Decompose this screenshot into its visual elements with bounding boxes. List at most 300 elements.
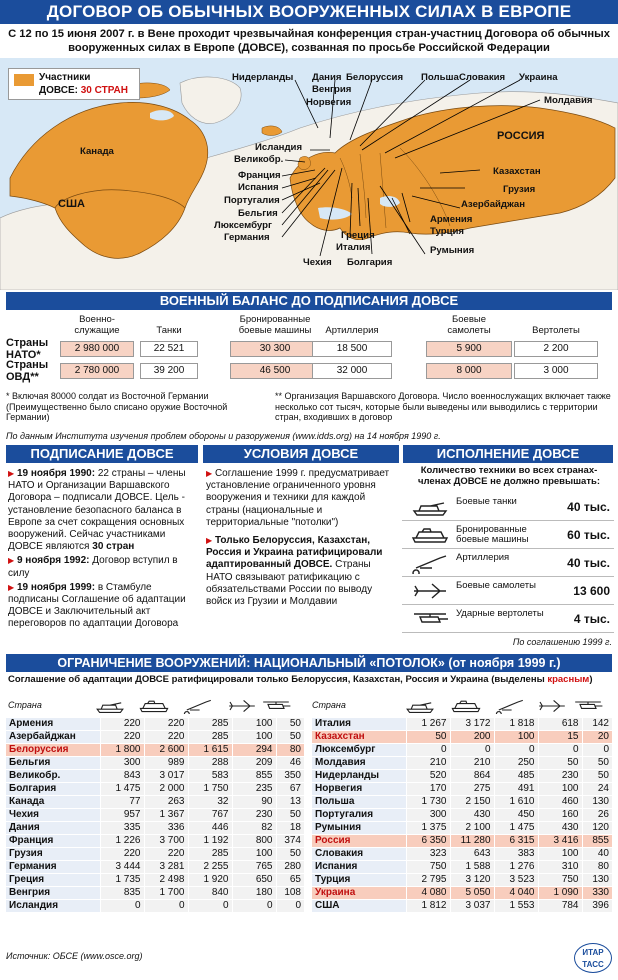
map-label-belgium: Бельгия bbox=[238, 208, 278, 219]
value-cell: 24 bbox=[582, 783, 612, 796]
legend-count: 30 СТРАН bbox=[80, 85, 128, 96]
map-label-georgia: Грузия bbox=[503, 184, 536, 195]
table-row bbox=[6, 874, 304, 887]
value-cell: 50 bbox=[276, 718, 304, 731]
value-cell: 50 bbox=[582, 770, 612, 783]
map-label-iceland: Исландия bbox=[255, 142, 303, 153]
value-cell: 3 444 bbox=[100, 861, 144, 874]
value-cell: 0 bbox=[582, 744, 612, 757]
map-label-poland: Польша bbox=[421, 72, 459, 83]
country-cell: Казахстан bbox=[312, 731, 406, 744]
value-cell: 957 bbox=[100, 809, 144, 822]
value-cell: 263 bbox=[144, 796, 188, 809]
value-cell: 1 730 bbox=[406, 796, 450, 809]
value-cell: 1 367 bbox=[144, 809, 188, 822]
value-cell: 0 bbox=[276, 900, 304, 913]
logo-line2: ТАСС bbox=[582, 960, 604, 969]
table-row bbox=[6, 822, 304, 835]
country-cell: Румыния bbox=[312, 822, 406, 835]
value-cell: 13 bbox=[276, 796, 304, 809]
value-cell: 160 bbox=[538, 809, 582, 822]
country-cell: Германия bbox=[6, 861, 100, 874]
helicopter-icon bbox=[410, 608, 450, 630]
value-cell: 864 bbox=[450, 770, 494, 783]
balance-header: ВОЕННЫЙ БАЛАНС ДО ПОДПИСАНИЯ ДОВСЕ bbox=[6, 292, 612, 310]
map-legend bbox=[8, 68, 140, 100]
table-row bbox=[312, 861, 612, 874]
table-row bbox=[6, 796, 304, 809]
value-cell: 6 315 bbox=[494, 835, 538, 848]
balance-cell: 8 000 bbox=[426, 363, 512, 379]
balance-cell: 18 500 bbox=[312, 341, 392, 357]
signing-p3-text: в Стамбуле подписаны Соглашение об адаптации ДОВСЕ и Заключительный акт переговоров по адаптации Договора bbox=[8, 581, 186, 630]
balance-col-2: Бронированные боевые машины bbox=[238, 314, 312, 336]
value-cell: 1 615 bbox=[188, 744, 232, 757]
table-row bbox=[312, 822, 612, 835]
execution-item-name: Боевые самолеты bbox=[456, 580, 536, 591]
value-cell: 4 040 bbox=[494, 887, 538, 900]
value-cell: 1 588 bbox=[450, 861, 494, 874]
page-title: ДОГОВОР ОБ ОБЫЧНЫХ ВООРУЖЕННЫХ СИЛАХ В ЕВРОПЕ bbox=[0, 0, 618, 24]
execution-item bbox=[402, 578, 614, 605]
signing-p1-text: 22 страны – члены НАТО и Организации Варшавского Договора – подписали ДОВСЕ. Цель - установление безопасного баланса в Европе за счет сокращения основных вооружений. Сейчас участниками ДОВСЕ являются bbox=[8, 468, 186, 553]
value-cell: 767 bbox=[188, 809, 232, 822]
value-cell: 285 bbox=[188, 848, 232, 861]
country-cell: Белоруссия bbox=[6, 744, 100, 757]
value-cell: 285 bbox=[188, 731, 232, 744]
country-cell: Словакия bbox=[312, 848, 406, 861]
table-row bbox=[312, 848, 612, 861]
value-cell: 50 bbox=[276, 809, 304, 822]
map-label-spain: Испания bbox=[238, 182, 279, 193]
legend-swatch bbox=[14, 74, 34, 86]
balance-row-label-0 bbox=[6, 337, 48, 361]
table-row bbox=[312, 900, 612, 913]
value-cell: 2 000 bbox=[144, 783, 188, 796]
country-cell: Молдавия bbox=[312, 757, 406, 770]
value-cell: 750 bbox=[406, 861, 450, 874]
value-cell: 2 255 bbox=[188, 861, 232, 874]
apc-icon bbox=[410, 524, 450, 546]
table-row bbox=[6, 731, 304, 744]
conditions-p2-text: Страны НАТО связывают ратификацию с обязательствами России по выводу войск из Грузии и Молдавии bbox=[206, 559, 373, 608]
country-cell: Украина bbox=[312, 887, 406, 900]
balance-cell: 2 980 000 bbox=[60, 341, 134, 357]
table-row bbox=[312, 744, 612, 757]
artillery-icon bbox=[494, 698, 526, 714]
value-cell: 90 bbox=[232, 796, 276, 809]
value-cell: 1 090 bbox=[538, 887, 582, 900]
country-cell: Люксембург bbox=[312, 744, 406, 757]
country-cell: Венгрия bbox=[6, 887, 100, 900]
limits-table-right bbox=[312, 718, 612, 913]
value-cell: 1 475 bbox=[100, 783, 144, 796]
value-cell: 989 bbox=[144, 757, 188, 770]
country-cell: Греция bbox=[6, 874, 100, 887]
balance-cell: 2 200 bbox=[514, 341, 598, 357]
country-cell: Испания bbox=[312, 861, 406, 874]
country-cell: Азербайджан bbox=[6, 731, 100, 744]
value-cell: 200 bbox=[450, 731, 494, 744]
value-cell: 11 280 bbox=[450, 835, 494, 848]
legend-line2 bbox=[39, 85, 128, 96]
table-row bbox=[312, 887, 612, 900]
value-cell: 220 bbox=[100, 848, 144, 861]
value-cell: 840 bbox=[188, 887, 232, 900]
value-cell: 618 bbox=[538, 718, 582, 731]
country-cell: Россия bbox=[312, 835, 406, 848]
value-cell: 100 bbox=[494, 731, 538, 744]
value-cell: 374 bbox=[276, 835, 304, 848]
balance-col-3: Артиллерия bbox=[325, 325, 379, 336]
value-cell: 310 bbox=[538, 861, 582, 874]
value-cell: 235 bbox=[232, 783, 276, 796]
value-cell: 3 523 bbox=[494, 874, 538, 887]
table-row bbox=[312, 718, 612, 731]
table-row bbox=[6, 809, 304, 822]
balance-note-1: * Включая 80000 солдат из Восточной Германии (Преимущественно было списано оружие Восточной Германии) bbox=[6, 391, 228, 422]
limits-subtitle-text: Соглашение об адаптации ДОВСЕ ратифицировали только Белоруссия, Казахстан, Россия и Украина (выделены bbox=[8, 674, 545, 685]
map-label-france: Франция bbox=[238, 170, 281, 181]
plane-icon bbox=[536, 698, 568, 714]
value-cell: 100 bbox=[232, 731, 276, 744]
value-cell: 3 700 bbox=[144, 835, 188, 848]
conditions-p2: ▶ Только Белоруссия, Казахстан, Россия и Украина ратифицировали адаптированный ДОВСЕ. Страны НАТО связывают ратификацию с обязательствами России по выводу войск из Грузии и Молдавии bbox=[206, 535, 383, 608]
value-cell: 1 812 bbox=[406, 900, 450, 913]
value-cell: 855 bbox=[232, 770, 276, 783]
value-cell: 1 735 bbox=[100, 874, 144, 887]
value-cell: 643 bbox=[450, 848, 494, 861]
value-cell: 460 bbox=[538, 796, 582, 809]
country-cell: Франция bbox=[6, 835, 100, 848]
map-label-luxembourg: Люксембург bbox=[214, 220, 272, 231]
value-cell: 1 276 bbox=[494, 861, 538, 874]
conditions-header: УСЛОВИЯ ДОВСЕ bbox=[203, 445, 399, 463]
execution-item bbox=[402, 522, 614, 549]
value-cell: 50 bbox=[406, 731, 450, 744]
value-cell: 100 bbox=[232, 848, 276, 861]
value-cell: 220 bbox=[144, 718, 188, 731]
limits-table-left bbox=[6, 718, 304, 913]
value-cell: 1 800 bbox=[100, 744, 144, 757]
value-cell: 50 bbox=[276, 848, 304, 861]
map-label-portugal: Португалия bbox=[224, 195, 280, 206]
conditions-p1: ▶ Соглашение 1999 г. предусматривает установление ограниченного уровня вооружения и техники для каждой страны (национальные и территориальные "потолки") bbox=[206, 468, 390, 528]
value-cell: 3 172 bbox=[450, 718, 494, 731]
value-cell: 67 bbox=[276, 783, 304, 796]
balance-cell: 39 200 bbox=[140, 363, 198, 379]
signing-p2-text: Договор вступил в силу bbox=[8, 555, 178, 579]
table-row bbox=[6, 900, 304, 913]
table-row bbox=[6, 744, 304, 757]
balance-col-0: Военно- служащие bbox=[74, 314, 120, 336]
value-cell: 5 050 bbox=[450, 887, 494, 900]
value-cell: 1 375 bbox=[406, 822, 450, 835]
country-cell: Нидерланды bbox=[312, 770, 406, 783]
value-cell: 220 bbox=[100, 718, 144, 731]
value-cell: 230 bbox=[232, 809, 276, 822]
value-cell: 583 bbox=[188, 770, 232, 783]
helicopter-icon bbox=[572, 698, 604, 714]
conditions-body bbox=[206, 468, 398, 608]
map-label-kazakhstan: Казахстан bbox=[493, 166, 541, 177]
map-label-denmark: Дания bbox=[312, 72, 342, 83]
value-cell: 430 bbox=[538, 822, 582, 835]
logo-line1: ИТАР bbox=[582, 948, 604, 957]
map-label-uk: Великобр. bbox=[234, 154, 284, 165]
value-cell: 0 bbox=[144, 900, 188, 913]
signing-p2: ▶ 9 ноября 1992: Договор вступил в силу bbox=[8, 555, 178, 579]
value-cell: 0 bbox=[188, 900, 232, 913]
balance-cell: 46 500 bbox=[230, 363, 320, 379]
country-cell: Чехия bbox=[6, 809, 100, 822]
value-cell: 855 bbox=[582, 835, 612, 848]
balance-cell: 3 000 bbox=[514, 363, 598, 379]
value-cell: 835 bbox=[100, 887, 144, 900]
value-cell: 1 267 bbox=[406, 718, 450, 731]
value-cell: 20 bbox=[582, 731, 612, 744]
value-cell: 396 bbox=[582, 900, 612, 913]
value-cell: 46 bbox=[276, 757, 304, 770]
table-row bbox=[6, 861, 304, 874]
value-cell: 3 416 bbox=[538, 835, 582, 848]
tank-icon bbox=[410, 496, 450, 518]
map-label-hungary: Венгрия bbox=[312, 84, 352, 95]
value-cell: 750 bbox=[538, 874, 582, 887]
value-cell: 0 bbox=[406, 744, 450, 757]
table-row bbox=[6, 770, 304, 783]
balance-cell: 32 000 bbox=[312, 363, 392, 379]
execution-item bbox=[402, 606, 614, 633]
intro-text: С 12 по 15 июня 2007 г. в Вене проходит чрезвычайная конференция стран-участниц Договора об обычных вооруженных силах в Европе (ДОВСЕ), созванная по просьбе Российской Федерации bbox=[8, 28, 610, 54]
balance-row-label2: НАТО* bbox=[6, 349, 41, 361]
value-cell: 1 818 bbox=[494, 718, 538, 731]
value-cell: 82 bbox=[232, 822, 276, 835]
value-cell: 180 bbox=[232, 887, 276, 900]
execution-item-name: Боевые танки bbox=[456, 496, 517, 507]
value-cell: 50 bbox=[276, 731, 304, 744]
map-label-russia: РОССИЯ bbox=[497, 130, 545, 142]
value-cell: 843 bbox=[100, 770, 144, 783]
table-row bbox=[312, 770, 612, 783]
value-cell: 0 bbox=[494, 744, 538, 757]
execution-source: По соглашению 1999 г. bbox=[512, 637, 612, 647]
balance-source: По данным Института изучения проблем обороны и разоружения (www.idds.org) на 14 ноября 1990 г. bbox=[6, 431, 441, 441]
execution-item-value: 13 600 bbox=[573, 584, 610, 598]
value-cell: 1 700 bbox=[144, 887, 188, 900]
value-cell: 220 bbox=[144, 731, 188, 744]
value-cell: 3 017 bbox=[144, 770, 188, 783]
value-cell: 2 600 bbox=[144, 744, 188, 757]
balance-row-label-1 bbox=[6, 359, 48, 383]
value-cell: 765 bbox=[232, 861, 276, 874]
balance-cell: 30 300 bbox=[230, 341, 320, 357]
country-cell: Канада bbox=[6, 796, 100, 809]
value-cell: 520 bbox=[406, 770, 450, 783]
country-cell: Италия bbox=[312, 718, 406, 731]
execution-item-name: Ударные вертолеты bbox=[456, 608, 544, 619]
execution-item-value: 40 тыс. bbox=[567, 500, 610, 514]
value-cell: 1 475 bbox=[494, 822, 538, 835]
balance-row-label1: Страны bbox=[6, 337, 49, 349]
conditions-p1-text: Соглашение 1999 г. предусматривает установление ограниченного уровня вооружения и техники для каждой страны (национальные и территориальные "потолки") bbox=[206, 468, 390, 528]
value-cell: 250 bbox=[494, 757, 538, 770]
map-label-bulgaria: Болгария bbox=[347, 257, 393, 268]
value-cell: 1 192 bbox=[188, 835, 232, 848]
value-cell: 80 bbox=[276, 744, 304, 757]
country-cell: Армения bbox=[6, 718, 100, 731]
value-cell: 3 037 bbox=[450, 900, 494, 913]
plane-icon bbox=[410, 580, 450, 602]
map-label-greece: Греция bbox=[341, 230, 375, 241]
country-cell: Польша bbox=[312, 796, 406, 809]
value-cell: 130 bbox=[582, 874, 612, 887]
value-cell: 50 bbox=[538, 757, 582, 770]
table-row bbox=[312, 835, 612, 848]
left-country-col: Страна bbox=[8, 700, 42, 710]
signing-p1: ▶ 19 ноября 1990: 22 страны – члены НАТО и Организации Варшавского Договора – подписали ДОВСЕ. Цель - установление безопасного баланса в Европе за счет сокращения основных вооружений. Сейчас участниками ДОВСЕ являются 30 стран bbox=[8, 468, 186, 553]
apc-icon bbox=[138, 698, 170, 714]
balance-cell: 22 521 bbox=[140, 341, 198, 357]
value-cell: 300 bbox=[406, 809, 450, 822]
value-cell: 485 bbox=[494, 770, 538, 783]
signing-header: ПОДПИСАНИЕ ДОВСЕ bbox=[6, 445, 198, 463]
map-label-netherlands: Нидерланды bbox=[232, 72, 294, 83]
value-cell: 285 bbox=[188, 718, 232, 731]
value-cell: 220 bbox=[100, 731, 144, 744]
value-cell: 0 bbox=[538, 744, 582, 757]
value-cell: 350 bbox=[276, 770, 304, 783]
table-row bbox=[6, 835, 304, 848]
execution-item-value: 40 тыс. bbox=[567, 556, 610, 570]
country-cell: Португалия bbox=[312, 809, 406, 822]
table-row bbox=[6, 887, 304, 900]
country-cell: Великобр. bbox=[6, 770, 100, 783]
limits-subtitle-end: ) bbox=[589, 674, 593, 685]
balance-col-4: Боевые самолеты bbox=[447, 314, 491, 336]
country-cell: Дания bbox=[6, 822, 100, 835]
value-cell: 288 bbox=[188, 757, 232, 770]
value-cell: 3 120 bbox=[450, 874, 494, 887]
table-row bbox=[312, 757, 612, 770]
value-cell: 300 bbox=[100, 757, 144, 770]
value-cell: 1 610 bbox=[494, 796, 538, 809]
map-label-armenia: Армения bbox=[430, 214, 473, 225]
table-row bbox=[312, 874, 612, 887]
value-cell: 275 bbox=[450, 783, 494, 796]
value-cell: 4 080 bbox=[406, 887, 450, 900]
artillery-icon bbox=[182, 698, 214, 714]
value-cell: 77 bbox=[100, 796, 144, 809]
map-label-usa: США bbox=[58, 198, 85, 210]
value-cell: 336 bbox=[144, 822, 188, 835]
value-cell: 210 bbox=[406, 757, 450, 770]
right-country-col: Страна bbox=[312, 700, 346, 710]
signing-p1-count: 30 стран bbox=[92, 541, 135, 553]
value-cell: 3 281 bbox=[144, 861, 188, 874]
country-cell: Болгария bbox=[6, 783, 100, 796]
value-cell: 2 498 bbox=[144, 874, 188, 887]
value-cell: 40 bbox=[582, 848, 612, 861]
value-cell: 335 bbox=[100, 822, 144, 835]
signing-body bbox=[8, 468, 198, 631]
execution-item bbox=[402, 550, 614, 577]
balance-row-label1: Страны bbox=[6, 359, 49, 371]
table-row bbox=[312, 783, 612, 796]
value-cell: 108 bbox=[276, 887, 304, 900]
country-cell: США bbox=[312, 900, 406, 913]
map-label-canada: Канада bbox=[80, 146, 114, 157]
value-cell: 65 bbox=[276, 874, 304, 887]
country-cell: Исландия bbox=[6, 900, 100, 913]
map-label-germany: Германия bbox=[224, 232, 270, 243]
value-cell: 294 bbox=[232, 744, 276, 757]
balance-note-2: ** Организация Варшавского Договора. Число военнослужащих включает также несколько сот тысяч, которые были выведены или выводились с территории стран, входивших в договор bbox=[275, 391, 611, 422]
legend-line1: Участники bbox=[39, 72, 91, 83]
map-label-norway: Норвегия bbox=[306, 97, 352, 108]
legend-line2-text: ДОВСЕ: bbox=[39, 85, 78, 96]
value-cell: 120 bbox=[582, 822, 612, 835]
value-cell: 0 bbox=[100, 900, 144, 913]
value-cell: 6 350 bbox=[406, 835, 450, 848]
execution-item-name: Артиллерия bbox=[456, 552, 510, 563]
value-cell: 383 bbox=[494, 848, 538, 861]
value-cell: 209 bbox=[232, 757, 276, 770]
execution-item bbox=[402, 494, 614, 521]
value-cell: 1 226 bbox=[100, 835, 144, 848]
table-row bbox=[6, 757, 304, 770]
conditions-p2-bold: Только Белоруссия, Казахстан, Россия и Украина ратифицировали адаптированный ДОВСЕ. bbox=[206, 535, 383, 571]
value-cell: 330 bbox=[582, 887, 612, 900]
execution-item-value: 60 тыс. bbox=[567, 528, 610, 542]
value-cell: 80 bbox=[582, 861, 612, 874]
artillery-icon bbox=[410, 552, 450, 574]
value-cell: 15 bbox=[538, 731, 582, 744]
value-cell: 130 bbox=[582, 796, 612, 809]
value-cell: 650 bbox=[232, 874, 276, 887]
value-cell: 491 bbox=[494, 783, 538, 796]
itar-tass-logo bbox=[574, 943, 612, 973]
value-cell: 220 bbox=[144, 848, 188, 861]
value-cell: 100 bbox=[538, 848, 582, 861]
table-row bbox=[6, 718, 304, 731]
value-cell: 1 553 bbox=[494, 900, 538, 913]
map-label-romania: Румыния bbox=[430, 245, 475, 256]
value-cell: 430 bbox=[450, 809, 494, 822]
tank-icon bbox=[94, 698, 126, 714]
tank-icon bbox=[404, 698, 436, 714]
map-label-belarus: Белоруссия bbox=[346, 72, 404, 83]
execution-item-name: Бронированные боевые машины bbox=[456, 524, 529, 545]
country-cell: Бельгия bbox=[6, 757, 100, 770]
map-label-slovakia: Словакия bbox=[459, 72, 506, 83]
limits-subtitle bbox=[8, 674, 612, 685]
value-cell: 18 bbox=[276, 822, 304, 835]
map-label-ukraine: Украина bbox=[519, 72, 558, 83]
value-cell: 100 bbox=[232, 718, 276, 731]
value-cell: 1 920 bbox=[188, 874, 232, 887]
table-row bbox=[312, 809, 612, 822]
table-row bbox=[312, 731, 612, 744]
value-cell: 50 bbox=[582, 757, 612, 770]
signing-p3-date: 19 ноября 1999: bbox=[16, 581, 96, 593]
footer-source: Источник: ОБСЕ (www.osce.org) bbox=[6, 951, 143, 961]
balance-cell: 2 780 000 bbox=[60, 363, 134, 379]
value-cell: 2 150 bbox=[450, 796, 494, 809]
balance-row-label2: ОВД** bbox=[6, 371, 39, 383]
balance-col-5: Вертолеты bbox=[532, 325, 580, 336]
value-cell: 280 bbox=[276, 861, 304, 874]
